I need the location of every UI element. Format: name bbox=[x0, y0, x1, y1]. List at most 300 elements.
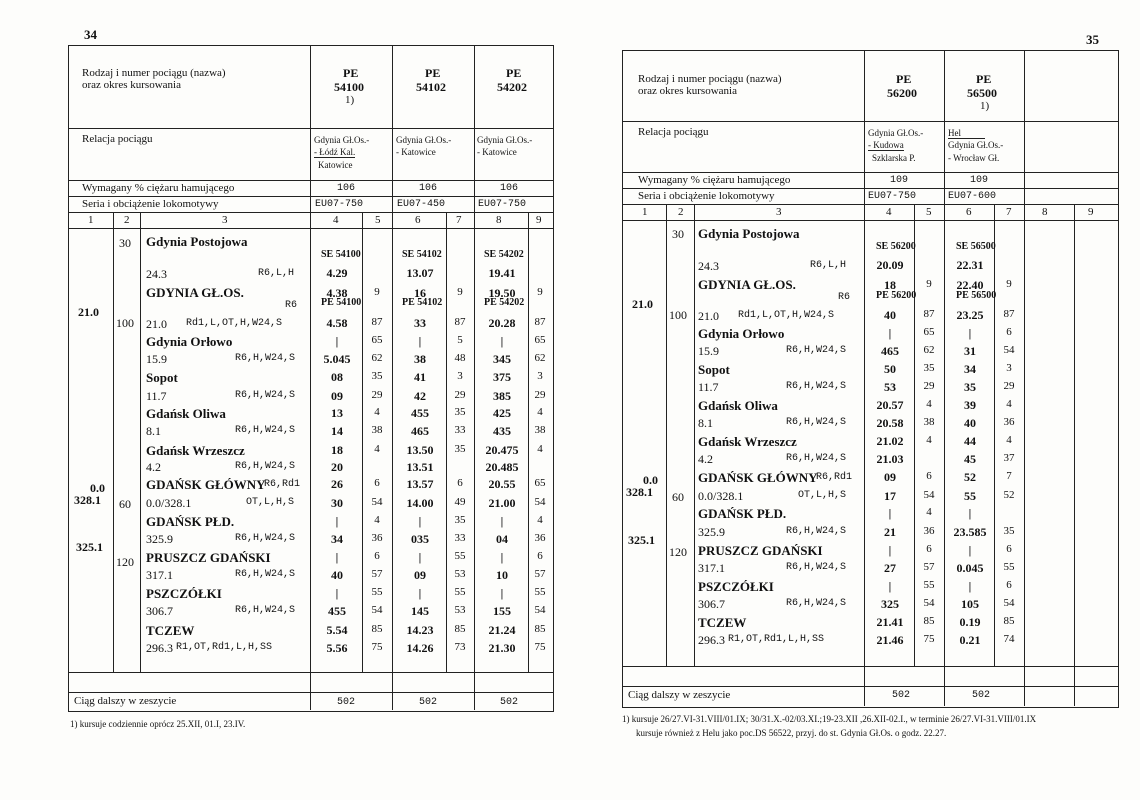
minute-cell: 5 bbox=[457, 334, 463, 346]
pe-label: PE 54102 bbox=[402, 297, 443, 308]
col-num: 8 bbox=[496, 214, 502, 226]
minute-cell: 54 bbox=[923, 597, 935, 609]
minute-cell: 35 bbox=[454, 406, 466, 418]
minute-cell: 29 bbox=[534, 389, 546, 401]
station-codes: R6,H,W24,S bbox=[235, 605, 296, 616]
time-cell: 145 bbox=[411, 604, 429, 618]
speed: 100 bbox=[116, 316, 134, 330]
time-cell: 21.41 bbox=[876, 615, 904, 629]
time-cell: 21.30 bbox=[488, 641, 516, 655]
time-cell: 41 bbox=[414, 370, 426, 384]
time-cell: | bbox=[968, 506, 972, 520]
time-cell: 33 bbox=[414, 316, 426, 330]
minute-cell: 3 bbox=[457, 370, 463, 382]
station-km: 8.1 bbox=[698, 416, 713, 430]
station-codes: R6 bbox=[285, 300, 298, 311]
train-number: 56200 bbox=[887, 86, 917, 100]
train-type: PE bbox=[425, 66, 441, 80]
brake-pct: 109 bbox=[890, 175, 909, 186]
time-cell: | bbox=[418, 334, 422, 348]
station-name: GDYNIA GŁ.OS. bbox=[146, 285, 244, 300]
relation: Gdynia Gł.Os.- bbox=[868, 128, 924, 138]
se-label: SE 54100 bbox=[321, 249, 361, 260]
side-km: 328.1 bbox=[74, 493, 101, 507]
time-cell: 31 bbox=[964, 344, 976, 358]
time-cell: 455 bbox=[411, 406, 429, 420]
station-name: Gdańsk Wrzeszcz bbox=[698, 434, 797, 449]
minute-cell: 57 bbox=[534, 568, 546, 580]
header-label-2: oraz okres kursowania bbox=[638, 85, 737, 97]
col-num: 5 bbox=[926, 206, 932, 218]
minute-cell: 87 bbox=[1003, 308, 1015, 320]
time-cell: 13.51 bbox=[406, 460, 434, 474]
speed: 30 bbox=[119, 236, 131, 250]
station-name: Sopot bbox=[698, 362, 730, 377]
station-codes: R6,Rd1 bbox=[264, 479, 301, 490]
time-cell: 50 bbox=[884, 362, 896, 376]
station-km: 296.3 bbox=[146, 641, 173, 655]
station-name: PSZCZÓŁKI bbox=[698, 579, 774, 594]
train-note: 1) bbox=[980, 100, 990, 112]
time-cell: 375 bbox=[493, 370, 511, 384]
minute-cell: 6 bbox=[926, 543, 932, 555]
time-cell: 52 bbox=[964, 470, 976, 484]
ciag-value: 502 bbox=[500, 697, 519, 708]
time-cell: 30 bbox=[331, 496, 343, 510]
minute-cell: 36 bbox=[923, 525, 935, 537]
time-cell: 17 bbox=[884, 489, 896, 503]
time-cell: | bbox=[888, 506, 892, 520]
station-name: Gdańsk Oliwa bbox=[146, 406, 226, 421]
minute-cell: 9 bbox=[1006, 278, 1012, 290]
time-cell: 20.28 bbox=[488, 316, 516, 330]
time-cell: 14.23 bbox=[406, 623, 434, 637]
minute-cell: 6 bbox=[374, 550, 380, 562]
minute-cell: 74 bbox=[1003, 633, 1015, 645]
minute-cell: 49 bbox=[454, 496, 466, 508]
time-cell: 42 bbox=[414, 389, 426, 403]
locomotive: EU07-600 bbox=[948, 191, 997, 202]
minute-cell: 4 bbox=[926, 434, 932, 446]
speed: 60 bbox=[119, 497, 131, 511]
col-num: 1 bbox=[88, 214, 94, 226]
time-cell: 155 bbox=[493, 604, 511, 618]
station-codes: R6,H,W24,S bbox=[786, 453, 847, 464]
footnote: kursuje również z Helu jako poc.DS 56522, przyj. do st. Gdynia Gł.Os. o godz. 22.27. bbox=[636, 728, 947, 738]
relation: Hel bbox=[948, 128, 985, 139]
minute-cell: 38 bbox=[534, 424, 546, 436]
locomotive: EU07-750 bbox=[868, 191, 917, 202]
time-cell: 425 bbox=[493, 406, 511, 420]
minute-cell: 29 bbox=[371, 389, 383, 401]
time-cell: 19.50 bbox=[488, 286, 516, 300]
col-num: 5 bbox=[375, 214, 381, 226]
ciag-value: 502 bbox=[892, 690, 911, 701]
minute-cell: 29 bbox=[454, 389, 466, 401]
relation: - Łódź Kal. bbox=[314, 147, 356, 157]
se-label: SE 54102 bbox=[402, 249, 442, 260]
speed: 100 bbox=[669, 308, 687, 322]
time-cell: 385 bbox=[493, 389, 511, 403]
minute-cell: 37 bbox=[1003, 452, 1015, 464]
minute-cell: 85 bbox=[923, 615, 935, 627]
time-cell: | bbox=[335, 550, 339, 564]
station-codes: R6,H,W24,S bbox=[786, 345, 847, 356]
ciag-value: 502 bbox=[972, 690, 991, 701]
station-codes: R6,H,W24,S bbox=[786, 562, 847, 573]
time-cell: 23.25 bbox=[956, 308, 984, 322]
station-codes: R6,L,H bbox=[258, 268, 295, 279]
minute-cell: 6 bbox=[457, 477, 463, 489]
time-cell: 39 bbox=[964, 398, 976, 412]
time-cell: 34 bbox=[964, 362, 976, 376]
station-name: PRUSZCZ GDAŃSKI bbox=[698, 543, 823, 558]
se-label: SE 54202 bbox=[484, 249, 524, 260]
station-name: GDAŃSK PŁD. bbox=[698, 506, 787, 521]
relacja-label: Relacja pociągu bbox=[638, 126, 709, 138]
time-cell: 09 bbox=[331, 389, 343, 403]
time-cell: | bbox=[888, 326, 892, 340]
station-km: 21.0 bbox=[146, 317, 167, 331]
train-number: 54102 bbox=[416, 80, 446, 94]
time-cell: 22.40 bbox=[956, 278, 984, 292]
time-cell: 27 bbox=[884, 561, 896, 575]
time-cell: 21.24 bbox=[488, 623, 516, 637]
minute-cell: 85 bbox=[534, 623, 546, 635]
relacja-label: Relacja pociągu bbox=[82, 133, 153, 145]
col-num: 8 bbox=[1042, 206, 1048, 218]
time-cell: 10 bbox=[496, 568, 508, 582]
station-km: 306.7 bbox=[146, 604, 173, 618]
relation: - Wrocław Gł. bbox=[948, 153, 1000, 163]
minute-cell: 62 bbox=[371, 352, 383, 364]
minute-cell: 87 bbox=[371, 316, 383, 328]
col-num: 3 bbox=[222, 214, 228, 226]
relation: - Katowice bbox=[396, 147, 436, 157]
minute-cell: 33 bbox=[454, 532, 466, 544]
time-cell: 20.485 bbox=[485, 460, 519, 474]
page-number: 34 bbox=[84, 27, 97, 42]
col-num: 1 bbox=[642, 206, 648, 218]
minute-cell: 65 bbox=[534, 334, 546, 346]
minute-cell: 38 bbox=[923, 416, 935, 428]
station-km: 0.0/328.1 bbox=[146, 496, 192, 510]
minute-cell: 7 bbox=[1006, 470, 1012, 482]
minute-cell: 29 bbox=[1003, 380, 1015, 392]
col-num: 4 bbox=[333, 214, 339, 226]
minute-cell: 4 bbox=[926, 398, 932, 410]
minute-cell: 65 bbox=[923, 326, 935, 338]
time-cell: 22.31 bbox=[956, 258, 984, 272]
minute-cell: 48 bbox=[454, 352, 466, 364]
minute-cell: 35 bbox=[1003, 525, 1015, 537]
locomotive: EU07-750 bbox=[478, 199, 527, 210]
time-cell: 345 bbox=[493, 352, 511, 366]
time-cell: 14 bbox=[331, 424, 343, 438]
station-codes: R6,H,W24,S bbox=[786, 417, 847, 428]
pe-label: PE 54202 bbox=[484, 297, 525, 308]
minute-cell: 55 bbox=[454, 586, 466, 598]
time-cell: 21.02 bbox=[876, 434, 904, 448]
time-cell: 13.50 bbox=[406, 443, 434, 457]
time-cell: 20.57 bbox=[876, 398, 904, 412]
time-cell: | bbox=[968, 326, 972, 340]
time-cell: 09 bbox=[884, 470, 896, 484]
brake-pct: 109 bbox=[970, 175, 989, 186]
minute-cell: 54 bbox=[534, 604, 546, 616]
time-cell: 34 bbox=[331, 532, 343, 546]
minute-cell: 6 bbox=[926, 470, 932, 482]
station-name: PSZCZÓŁKI bbox=[146, 586, 222, 601]
header-label: Rodzaj i numer pociągu (nazwa) bbox=[638, 73, 782, 85]
time-cell: 465 bbox=[411, 424, 429, 438]
speed: 120 bbox=[116, 555, 134, 569]
time-cell: 4.29 bbox=[326, 266, 348, 280]
station-codes: OT,L,H,S bbox=[798, 490, 847, 501]
time-cell: 45 bbox=[964, 452, 976, 466]
time-cell: 40 bbox=[331, 568, 343, 582]
time-cell: 18 bbox=[331, 443, 343, 457]
station-codes: R6,H,W24,S bbox=[786, 526, 847, 537]
minute-cell: 4 bbox=[926, 506, 932, 518]
brake-pct: 106 bbox=[337, 183, 356, 194]
col-num: 2 bbox=[124, 214, 130, 226]
col-num: 9 bbox=[536, 214, 542, 226]
station-km: 296.3 bbox=[698, 633, 725, 647]
station-codes: Rd1,L,OT,H,W24,S bbox=[186, 318, 283, 329]
time-cell: 5.56 bbox=[326, 641, 348, 655]
minute-cell: 4 bbox=[537, 406, 543, 418]
time-cell: 04 bbox=[496, 532, 508, 546]
minute-cell: 75 bbox=[371, 641, 383, 653]
station-name: Gdynia Orłowo bbox=[698, 326, 785, 341]
minute-cell: 35 bbox=[371, 370, 383, 382]
station-km: 4.2 bbox=[146, 460, 161, 474]
time-cell: 0.19 bbox=[959, 615, 981, 629]
minute-cell: 57 bbox=[371, 568, 383, 580]
time-cell: 13.07 bbox=[406, 266, 434, 280]
speed: 120 bbox=[669, 545, 687, 559]
minute-cell: 55 bbox=[454, 550, 466, 562]
wymagany-label: Wymagany % ciężaru hamującego bbox=[82, 182, 235, 194]
time-cell: | bbox=[500, 550, 504, 564]
train-type: PE bbox=[506, 66, 522, 80]
minute-cell: 54 bbox=[371, 496, 383, 508]
time-cell: 5.045 bbox=[323, 352, 351, 366]
minute-cell: 52 bbox=[1003, 489, 1015, 501]
station-name: TCZEW bbox=[146, 623, 195, 638]
minute-cell: 4 bbox=[1006, 398, 1012, 410]
station-name: GDAŃSK GŁÓWNY bbox=[146, 477, 266, 492]
right-page bbox=[580, 0, 1140, 800]
minute-cell: 55 bbox=[534, 586, 546, 598]
minute-cell: 87 bbox=[534, 316, 546, 328]
minute-cell: 4 bbox=[537, 514, 543, 526]
minute-cell: 53 bbox=[454, 568, 466, 580]
time-cell: 4.38 bbox=[326, 286, 348, 300]
time-cell: 0.045 bbox=[956, 561, 984, 575]
station-codes: R6,H,W24,S bbox=[786, 381, 847, 392]
relation: Szklarska P. bbox=[872, 153, 916, 163]
station-codes: R6,H,W24,S bbox=[786, 598, 847, 609]
station-km: 24.3 bbox=[146, 267, 167, 281]
relation: Gdynia Gł.Os.- bbox=[396, 135, 452, 145]
station-codes: Rd1,L,OT,H,W24,S bbox=[738, 310, 835, 321]
station-km: 325.9 bbox=[698, 525, 725, 539]
station-codes: R6,H,W24,S bbox=[235, 425, 296, 436]
minute-cell: 6 bbox=[1006, 326, 1012, 338]
side-km: 328.1 bbox=[626, 485, 653, 499]
station-km: 317.1 bbox=[146, 568, 173, 582]
minute-cell: 75 bbox=[534, 641, 546, 653]
minute-cell: 29 bbox=[923, 380, 935, 392]
time-cell: | bbox=[500, 586, 504, 600]
col-num: 3 bbox=[776, 206, 782, 218]
station-km: 0.0/328.1 bbox=[698, 489, 744, 503]
minute-cell: 9 bbox=[537, 286, 543, 298]
train-type: PE bbox=[976, 72, 992, 86]
minute-cell: 3 bbox=[1006, 362, 1012, 374]
time-cell: 55 bbox=[964, 489, 976, 503]
time-cell: 435 bbox=[493, 424, 511, 438]
col-num: 6 bbox=[966, 206, 972, 218]
minute-cell: 35 bbox=[454, 514, 466, 526]
station-name: GDAŃSK PŁD. bbox=[146, 514, 235, 529]
minute-cell: 62 bbox=[923, 344, 935, 356]
station-km: 11.7 bbox=[698, 380, 719, 394]
station-km: 325.9 bbox=[146, 532, 173, 546]
time-cell: | bbox=[500, 334, 504, 348]
time-cell: 19.41 bbox=[488, 266, 516, 280]
relation: - Katowice bbox=[477, 147, 517, 157]
station-name: Gdynia Orłowo bbox=[146, 334, 233, 349]
minute-cell: 87 bbox=[454, 316, 466, 328]
minute-cell: 62 bbox=[534, 352, 546, 364]
time-cell: | bbox=[968, 579, 972, 593]
header-label-2: oraz okres kursowania bbox=[82, 79, 181, 91]
time-cell: 18 bbox=[884, 278, 896, 292]
station-name: TCZEW bbox=[698, 615, 747, 630]
time-cell: 20.475 bbox=[485, 443, 519, 457]
station-codes: R6,H,W24,S bbox=[235, 533, 296, 544]
time-cell: | bbox=[335, 586, 339, 600]
minute-cell: 6 bbox=[1006, 543, 1012, 555]
station-km: 15.9 bbox=[698, 344, 719, 358]
ciag-label: Ciąg dalszy w zeszycie bbox=[74, 695, 177, 707]
time-cell: 465 bbox=[881, 344, 899, 358]
train-number: 54100 bbox=[334, 80, 364, 94]
brake-pct: 106 bbox=[500, 183, 519, 194]
time-cell: | bbox=[888, 543, 892, 557]
footnote: 1) kursuje codziennie oprócz 25.XII, 01.I, 23.IV. bbox=[70, 719, 246, 729]
col-num: 4 bbox=[886, 206, 892, 218]
ciag-label: Ciąg dalszy w zeszycie bbox=[628, 689, 731, 701]
time-cell: 035 bbox=[411, 532, 429, 546]
train-type: PE bbox=[343, 66, 359, 80]
header-label: Rodzaj i numer pociągu (nazwa) bbox=[82, 67, 226, 79]
page-number: 35 bbox=[1086, 32, 1099, 47]
relation: Gdynia Gł.Os.- bbox=[477, 135, 533, 145]
station-codes: R6,H,W24,S bbox=[235, 353, 296, 364]
time-cell: 14.00 bbox=[406, 496, 434, 510]
minute-cell: 85 bbox=[1003, 615, 1015, 627]
col-num: 9 bbox=[1088, 206, 1094, 218]
train-number: 54202 bbox=[497, 80, 527, 94]
minute-cell: 3 bbox=[537, 370, 543, 382]
time-cell: 21.00 bbox=[488, 496, 516, 510]
side-km: 21.0 bbox=[632, 297, 653, 311]
minute-cell: 85 bbox=[454, 623, 466, 635]
minute-cell: 4 bbox=[537, 443, 543, 455]
relation: Katowice bbox=[318, 160, 353, 170]
station-codes: R1,OT,Rd1,L,H,SS bbox=[176, 642, 273, 653]
station-name: PRUSZCZ GDAŃSKI bbox=[146, 550, 271, 565]
minute-cell: 54 bbox=[1003, 597, 1015, 609]
footnote: 1) kursuje 26/27.VI-31.VIII/01.IX; 30/31.X.-02/03.XI.;19-23.XII ,26.XII-02.I., w terminie 26/27.VI-31.VIII/01.IX bbox=[622, 714, 1037, 724]
pe-label: PE 54100 bbox=[321, 297, 362, 308]
minute-cell: 54 bbox=[534, 496, 546, 508]
minute-cell: 33 bbox=[454, 424, 466, 436]
minute-cell: 4 bbox=[374, 514, 380, 526]
time-cell: | bbox=[418, 514, 422, 528]
time-cell: 16 bbox=[414, 286, 426, 300]
minute-cell: 6 bbox=[1006, 579, 1012, 591]
station-name: Gdynia Postojowa bbox=[698, 226, 800, 241]
station-codes: OT,L,H,S bbox=[246, 497, 295, 508]
station-name: GDAŃSK GŁÓWNY bbox=[698, 470, 818, 485]
brake-pct: 106 bbox=[419, 183, 438, 194]
time-cell: 455 bbox=[328, 604, 346, 618]
time-cell: 20.58 bbox=[876, 416, 904, 430]
station-km: 24.3 bbox=[698, 259, 719, 273]
time-cell: 20.55 bbox=[488, 477, 516, 491]
minute-cell: 4 bbox=[374, 443, 380, 455]
time-cell: 09 bbox=[414, 568, 426, 582]
time-cell: 5.54 bbox=[326, 623, 348, 637]
minute-cell: 54 bbox=[923, 489, 935, 501]
station-codes: R6,Rd1 bbox=[816, 472, 853, 483]
station-name: GDYNIA GŁ.OS. bbox=[698, 277, 796, 292]
seria-label: Seria i obciążenie lokomotywy bbox=[638, 190, 775, 202]
col-num: 7 bbox=[456, 214, 462, 226]
station-name: Gdynia Postojowa bbox=[146, 234, 248, 249]
time-cell: | bbox=[418, 550, 422, 564]
side-km: 0.0 bbox=[90, 481, 105, 495]
se-label: SE 56500 bbox=[956, 241, 996, 252]
time-cell: 325 bbox=[881, 597, 899, 611]
time-cell: 44 bbox=[964, 434, 976, 448]
minute-cell: 55 bbox=[371, 586, 383, 598]
train-number: 56500 bbox=[967, 86, 997, 100]
minute-cell: 65 bbox=[534, 477, 546, 489]
minute-cell: 87 bbox=[923, 308, 935, 320]
station-km: 8.1 bbox=[146, 424, 161, 438]
ciag-value: 502 bbox=[419, 697, 438, 708]
time-cell: 21 bbox=[884, 525, 896, 539]
minute-cell: 35 bbox=[454, 443, 466, 455]
col-num: 6 bbox=[415, 214, 421, 226]
station-km: 21.0 bbox=[698, 309, 719, 323]
station-name: Sopot bbox=[146, 370, 178, 385]
locomotive: EU07-450 bbox=[397, 199, 446, 210]
time-cell: 38 bbox=[414, 352, 426, 366]
time-cell: 26 bbox=[331, 477, 343, 491]
station-km: 306.7 bbox=[698, 597, 725, 611]
side-km: 0.0 bbox=[643, 473, 658, 487]
minute-cell: 9 bbox=[457, 286, 463, 298]
time-cell: 53 bbox=[884, 380, 896, 394]
minute-cell: 9 bbox=[926, 278, 932, 290]
